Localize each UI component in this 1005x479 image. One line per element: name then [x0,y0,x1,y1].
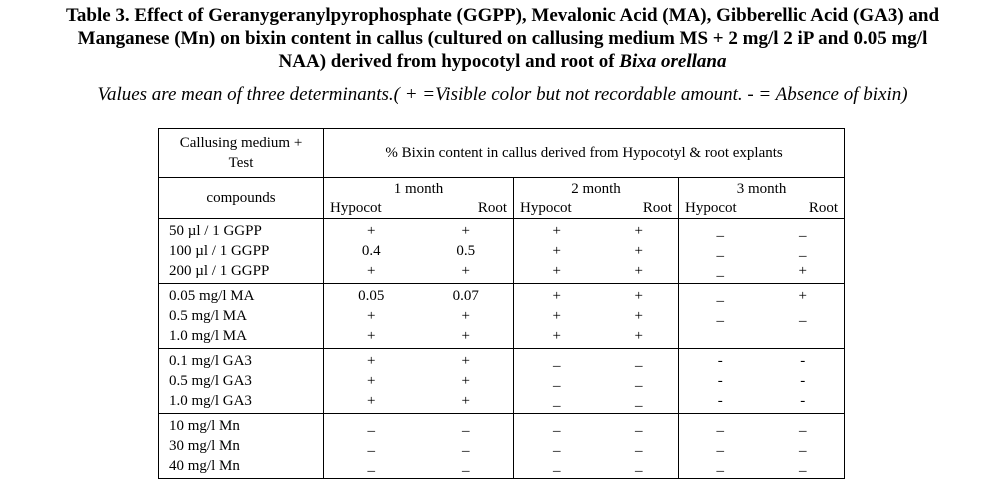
header-medium [159,129,324,178]
compound-label: 50 µl / 1 GGPP [169,223,262,239]
compound-label: 100 µl / 1 GGPP [169,243,270,259]
value: + [367,373,376,389]
caption-line-3 [0,50,1005,73]
value: + [367,308,376,324]
value: 0.5 [456,243,476,259]
value: _ [716,243,724,259]
value: - [800,353,806,369]
value: + [552,288,561,304]
compound-label: 1.0 mg/l GA3 [169,393,252,409]
value: _ [462,418,470,434]
table-row [159,219,845,284]
header-medium-line2: Test [228,155,254,171]
value: - [800,393,806,409]
value: _ [716,438,724,454]
value-cell [419,349,514,414]
sub-hypocot: Hypocot [685,200,737,216]
value: _ [462,458,470,474]
table-note: Values are mean of three determinants.( + =Visible color but not recordable amount. - = Absence of bixin) [97,84,908,105]
value-cell [514,219,600,284]
value: + [367,353,376,369]
value: _ [367,458,375,474]
value: _ [553,458,561,474]
value-cell [324,349,419,414]
value: _ [367,438,375,454]
value: + [634,263,643,279]
value: + [461,263,470,279]
value: _ [553,353,561,369]
value: _ [635,393,643,409]
value: _ [635,373,643,389]
table-row [159,349,845,414]
value: - [800,373,806,389]
value: + [634,223,643,239]
table-body [159,219,845,479]
value: + [634,288,643,304]
value: 0.07 [452,288,479,304]
value: _ [799,223,807,239]
value: _ [716,308,724,324]
value-cell [762,349,845,414]
value: _ [716,223,724,239]
value: _ [799,438,807,454]
table-row [159,284,845,349]
value-cell [762,284,845,349]
sub-hypocot: Hypocot [520,200,572,216]
value-cell [324,284,419,349]
value-cell [514,414,600,479]
value: + [461,353,470,369]
value: _ [553,438,561,454]
value: + [367,263,376,279]
header-month-3 [679,178,845,219]
sub-root: Root [808,200,839,216]
compound-cell [159,284,324,349]
value: + [634,308,643,324]
compound-cell [159,219,324,284]
value: + [367,328,376,344]
value: _ [716,263,724,279]
header-month-2 [514,178,679,219]
value: + [461,328,470,344]
value: + [552,308,561,324]
value-cell [679,219,762,284]
compound-label: 1.0 mg/l MA [169,328,247,344]
value: - [717,373,723,389]
value: + [461,393,470,409]
value: + [367,223,376,239]
value: - [717,393,723,409]
value-cell [600,349,679,414]
caption-line-2: Manganese (Mn) on bixin content in callus (cultured on callusing medium MS + 2 mg/l 2 iP and 0.05 mg/l [77,28,928,49]
value: + [552,243,561,259]
compound-cell [159,414,324,479]
value: _ [799,243,807,259]
value: + [367,393,376,409]
compound-label: 10 mg/l Mn [169,418,240,434]
value: 0.05 [358,288,385,304]
compound-label: 40 mg/l Mn [169,458,240,474]
value-cell [679,414,762,479]
value: _ [799,418,807,434]
value: + [461,373,470,389]
header-span-title: % Bixin content in callus derived from Hypocotyl & root explants [324,129,845,178]
value: _ [716,458,724,474]
compound-label: 200 µl / 1 GGPP [169,263,270,279]
species-name: Bixa orellana [619,51,727,72]
value-cell [762,414,845,479]
value [679,326,762,346]
value: _ [553,418,561,434]
bixin-table [158,128,845,479]
value-cell [419,219,514,284]
value: + [634,243,643,259]
compound-label: 30 mg/l Mn [169,438,240,454]
compound-label: 0.1 mg/l GA3 [169,353,252,369]
value-cell [419,414,514,479]
value: _ [553,393,561,409]
header-compounds: compounds [159,178,324,219]
value: _ [799,308,807,324]
value: _ [716,288,724,304]
month-label: 2 month [571,181,621,197]
value: _ [799,458,807,474]
value: + [552,223,561,239]
sub-hypocot: Hypocot [330,200,382,216]
compound-cell [159,349,324,414]
table-caption [0,4,1005,73]
value-cell [514,349,600,414]
caption-line-1: Table 3. Effect of Geranygeranylpyrophosphate (GGPP), Mevalonic Acid (MA), Gibberellic Acid (GA3) and [65,5,940,26]
value: + [552,263,561,279]
value-cell [762,219,845,284]
value: - [717,353,723,369]
value-cell [600,219,679,284]
value-cell [600,414,679,479]
compound-label: 0.5 mg/l MA [169,308,247,324]
table-row [159,414,845,479]
value: 0.4 [361,243,381,259]
value: + [461,308,470,324]
compound-label: 0.05 mg/l MA [169,288,255,304]
value-cell [679,349,762,414]
value: _ [462,438,470,454]
header-medium-line1: Callusing medium + [179,135,303,151]
value: + [798,288,808,304]
value-cell [324,219,419,284]
value-cell [679,284,762,349]
caption-line-3-text: NAA) derived from hypocotyl and root of [278,51,615,72]
sub-root: Root [477,200,507,216]
value: + [552,328,561,344]
value-cell [514,284,600,349]
value: _ [635,353,643,369]
value: _ [635,438,643,454]
value: _ [367,418,375,434]
value: _ [553,373,561,389]
value: + [634,328,643,344]
value: + [798,263,808,279]
sub-root: Root [642,200,672,216]
value-cell [324,414,419,479]
value: _ [635,418,643,434]
value-cell [419,284,514,349]
value-cell [600,284,679,349]
month-label: 3 month [736,181,787,197]
value: + [461,223,470,239]
compound-label: 0.5 mg/l GA3 [169,373,252,389]
value: _ [716,418,724,434]
header-month-1 [324,178,514,219]
month-label: 1 month [393,181,444,197]
value: _ [635,458,643,474]
value [762,326,845,346]
